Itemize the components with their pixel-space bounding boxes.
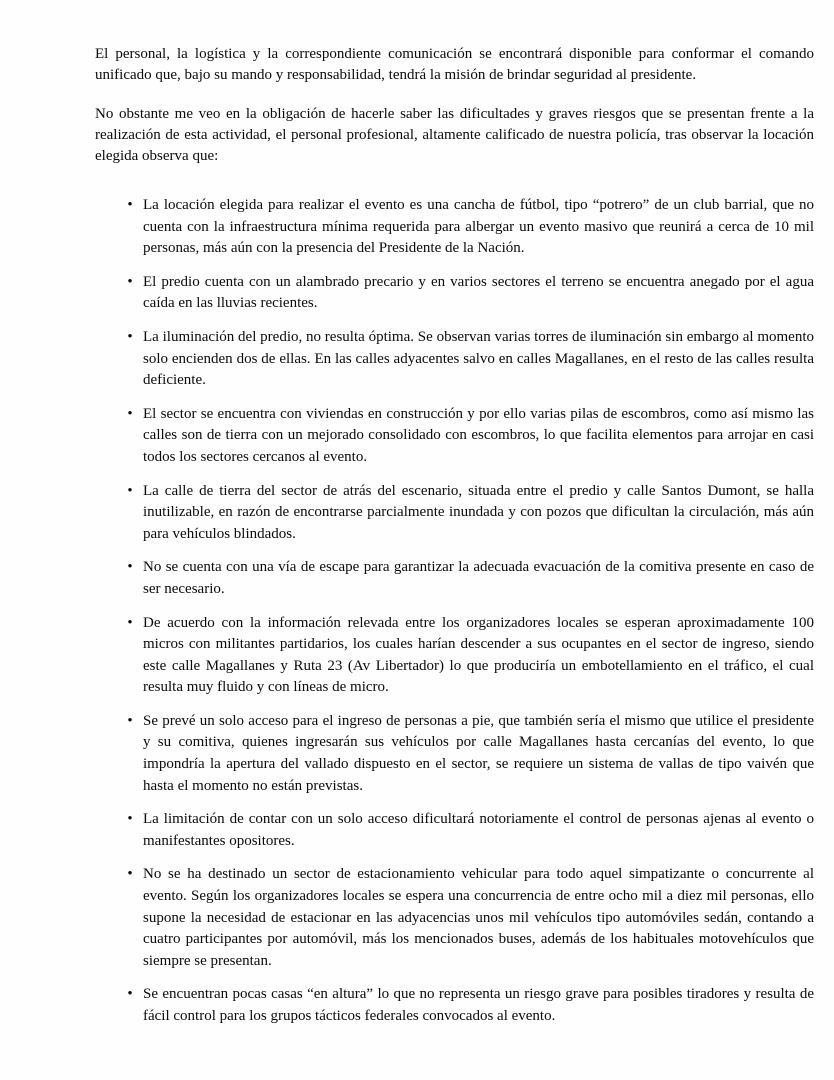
- paragraph-intro-personal: El personal, la logística y la correspondiente comunicación se encontrará disponible para conformar el comando unificado que, bajo su mando y responsabilidad, tendrá la misión de brindar seguridad al presidente.: [95, 46, 814, 83]
- list-item-text: Se prevé un solo acceso para el ingreso de personas a pie, que también sería el mismo que utilice el presidente y su comitiva, quienes ingresarán sus vehículos por calle Magallanes hasta cercanías del evento, lo que impondría la apertura del vallado dispuesto en el sector, se requiere un sistema de vallas de tipo vaivén que hasta el momento no están previstas.: [143, 712, 814, 794]
- bullet-point-icon: •: [127, 712, 133, 729]
- list-item-text: La calle de tierra del sector de atrás del escenario, situada entre el predio y calle Santos Dumont, se halla inutilizable, en razón de encontrarse parcialmente inundada y con pozos que dificultan la circulación, más aún para vehículos blindados.: [143, 482, 814, 542]
- list-item: [95, 481, 814, 546]
- list-item: [95, 711, 814, 797]
- list-item-text: La limitación de contar con un solo acceso dificultará notoriamente el control de personas ajenas al evento o manifestantes opositores.: [143, 811, 814, 849]
- list-item: [95, 864, 814, 972]
- bullet-point-icon: •: [127, 559, 133, 576]
- paragraph-intro-riesgos: No obstante me veo en la obligación de hacerle saber las dificultades y graves riesgos que se presentan frente a la realización de esta actividad, el personal profesional, altamente calificado de nuestra policía, tras observar la locación elegida observa que:: [95, 106, 814, 164]
- list-item: [95, 557, 814, 600]
- bullet-point-icon: •: [127, 328, 133, 345]
- list-item-text: El sector se encuentra con viviendas en construcción y por ello varias pilas de escombros, como así mismo las calles son de tierra con un mejorado consolidado con escombros, lo que facilita elementos para arrojar en casi todos los sectores cercanos al evento.: [143, 405, 814, 465]
- bullet-point-icon: •: [127, 811, 133, 828]
- list-item: [95, 404, 814, 469]
- bullet-point-icon: •: [127, 866, 133, 883]
- list-item: [95, 195, 814, 260]
- list-item: [95, 613, 814, 699]
- observations-list: [95, 195, 814, 1028]
- list-item: [95, 809, 814, 852]
- list-item-text: De acuerdo con la información relevada entre los organizadores locales se esperan aproximadamente 100 micros con militantes partidarios, los cuales harían descender a sus ocupantes en el sector de ingreso, siendo este calle Magallanes y Ruta 23 (Av Libertador) lo que produciría un embotellamiento en el tráfico, el cual resulta muy fluido y con líneas de micro.: [143, 614, 814, 696]
- list-item-text: Se encuentran pocas casas “en altura” lo que no representa un riesgo grave para posibles tiradores y resulta de fácil control para los grupos tácticos federales convocados al evento.: [143, 986, 814, 1024]
- list-item-text: La iluminación del predio, no resulta óptima. Se observan varias torres de iluminación sin embargo al momento solo encienden dos de ellas. En las calles adyacentes salvo en calles Magallanes, en el resto de las calles resulta deficiente.: [143, 328, 814, 389]
- bullet-point-icon: •: [127, 614, 133, 631]
- list-item-text: No se cuenta con una vía de escape para garantizar la adecuada evacuación de la comitiva presente en caso de ser necesario.: [143, 559, 814, 597]
- bullet-point-icon: •: [127, 405, 133, 422]
- list-item-text: La locación elegida para realizar el evento es una cancha de fútbol, tipo “potrero” de un club barrial, que no cuenta con la infraestructura mínima requerida para albergar un evento masivo que reunirá a cerca de 10 mil personas, más aún con la presencia del Presidente de la Nación.: [143, 197, 814, 257]
- bullet-point-icon: •: [127, 482, 133, 499]
- list-item: [95, 984, 814, 1027]
- bullet-point-icon: •: [127, 197, 133, 213]
- list-item: [95, 327, 814, 392]
- bullet-point-icon: •: [127, 273, 133, 290]
- list-item-text: El predio cuenta con un alambrado precario y en varios sectores el terreno se encuentra anegado por el agua caída en las lluvias recientes.: [143, 273, 814, 312]
- list-item: [95, 272, 814, 315]
- document-body: [95, 44, 814, 1028]
- list-item-text: No se ha destinado un sector de estacionamiento vehicular para todo aquel simpatizante o concurrente al evento. Según los organizadores locales se espera una concurrencia de entre ocho mil a diez mil personas, ello supone la necesidad de estacionar en las adyacencias unos mil vehículos tipo automóviles sedán, contando a cuatro participantes por automóvil, más los mencionados buses, además de los habituales motovehículos que siempre se presentan.: [143, 866, 814, 969]
- bullet-point-icon: •: [127, 986, 133, 1003]
